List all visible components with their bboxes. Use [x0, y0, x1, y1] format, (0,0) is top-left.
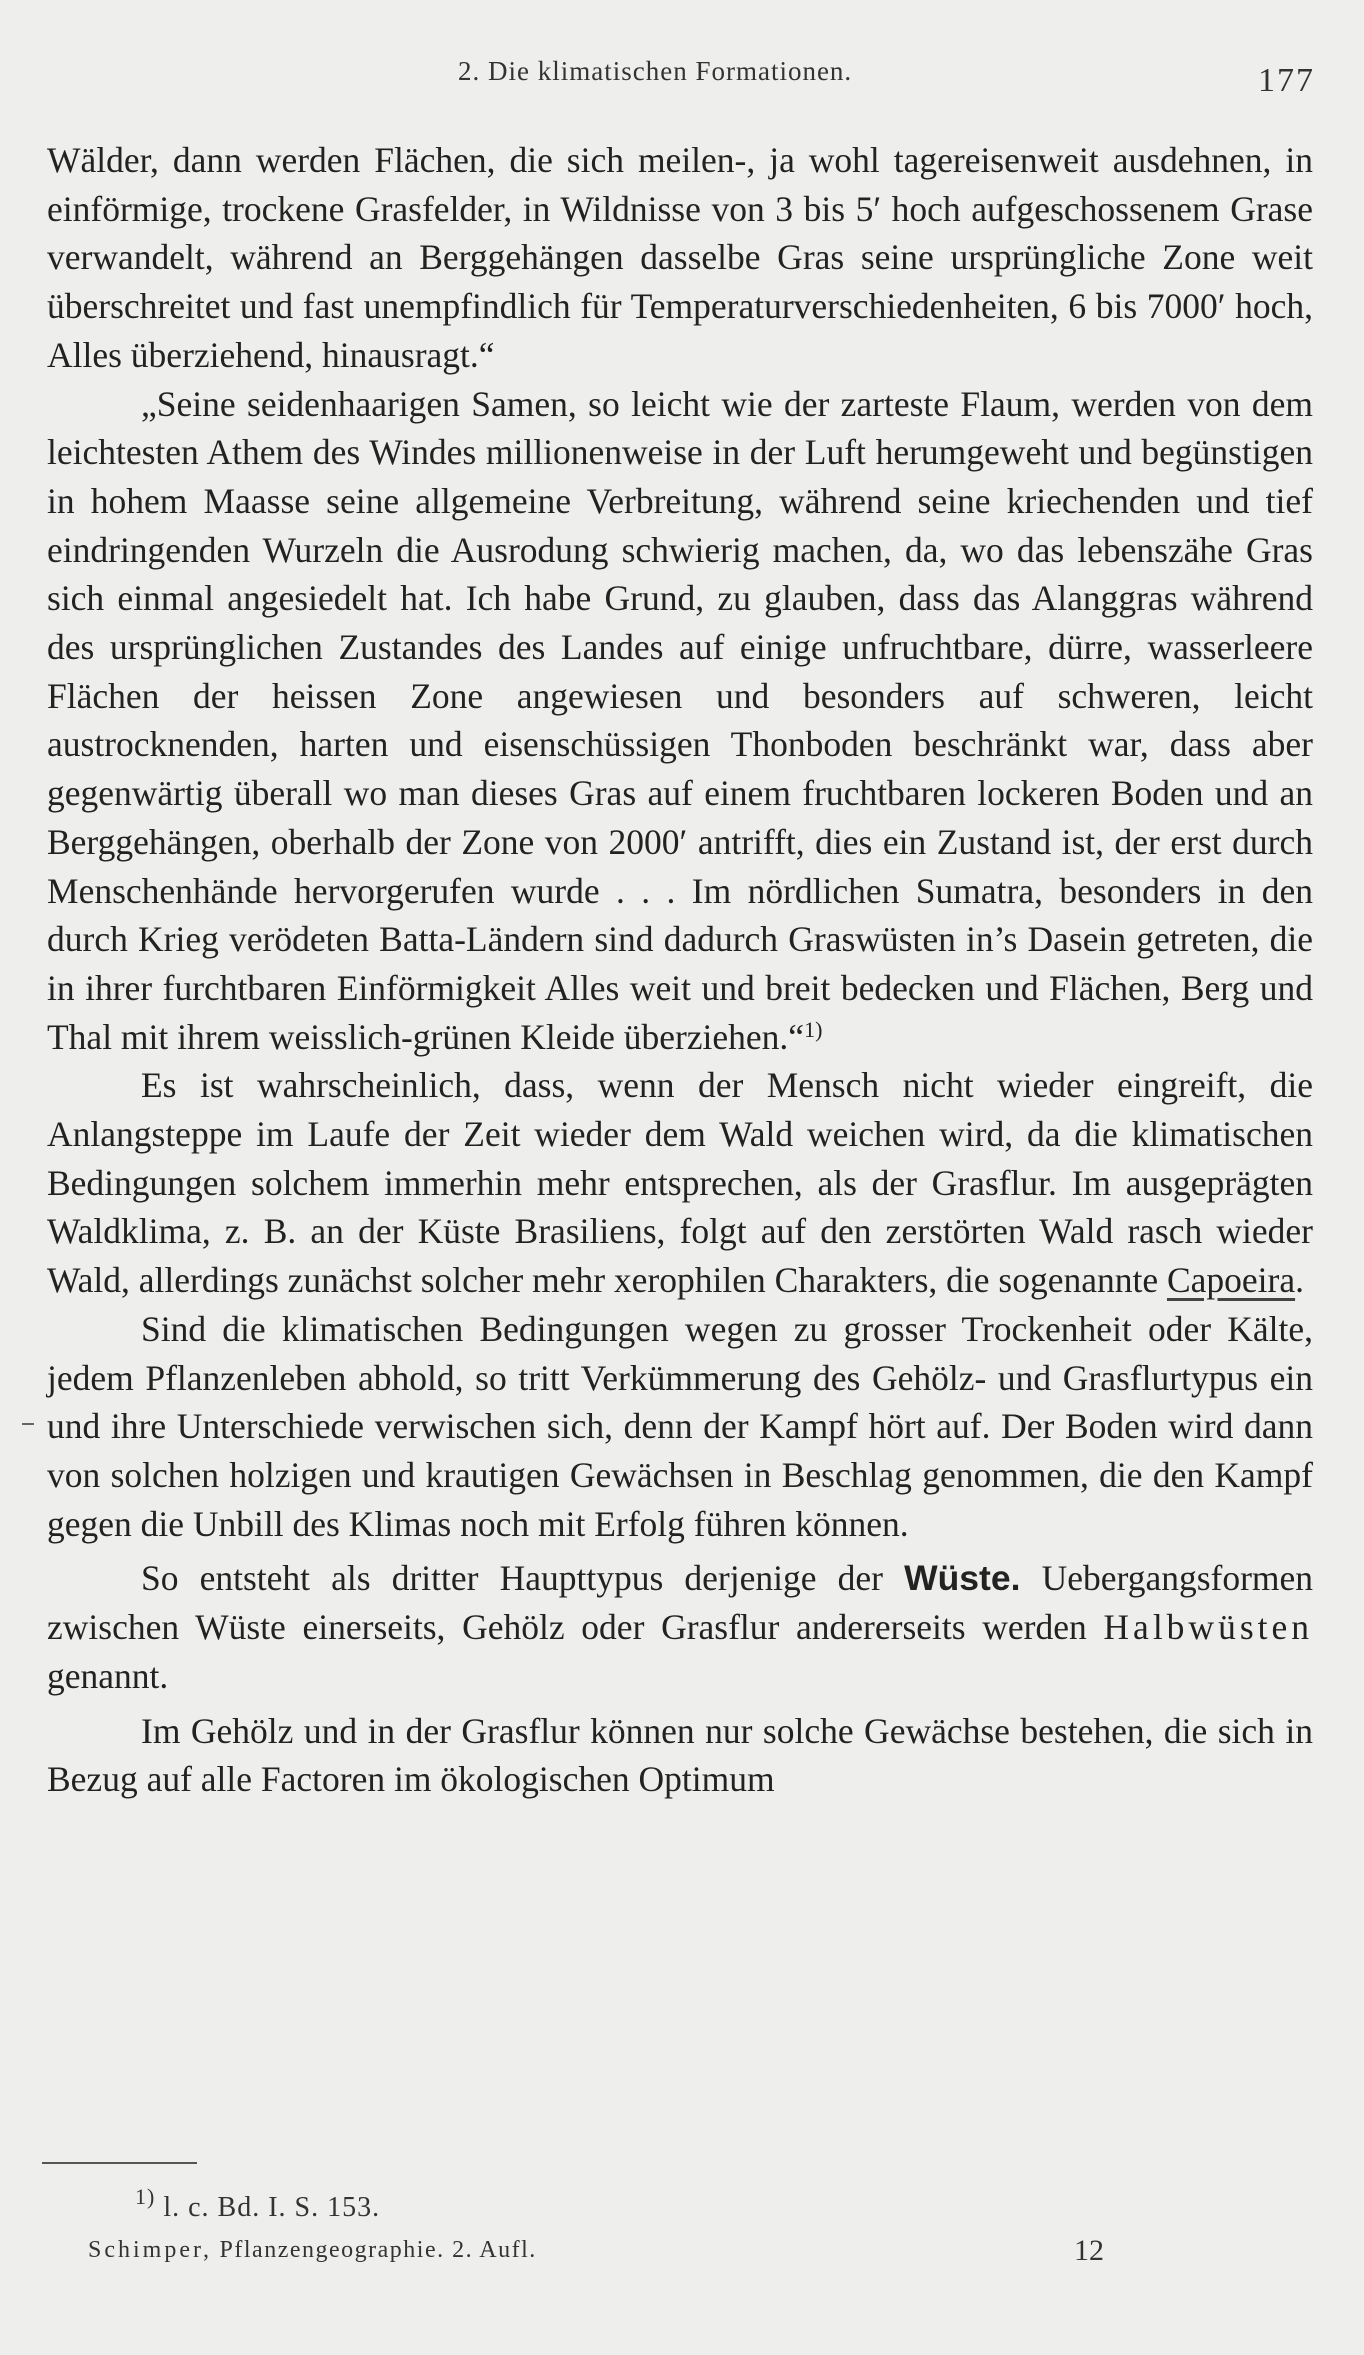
paragraph-6: Im Gehölz und in der Grasflur können nur solche Gewächse bestehen, die sich in Bezug auf alle Factoren im ökologischen Optimum — [47, 1710, 1313, 1800]
paragraph-1: Wälder, dann werden Flächen, die sich meilen-, ja wohl tagereisenweit ausdehnen, in einförmige, trockene Grasfelder, in Wildnisse von 3 bis 5′ hoch aufgeschossenem Grase verwandelt, während an Berggehängen dasselbe Gras seine ursprüngliche Zone weit überschreitet und fast unempfindlich für Temperaturverschiedenheiten, 6 bis 7000′ hoch, Alles überziehend, hinausragt.“ — [47, 140, 1313, 375]
sheet-number: 12 — [1074, 2234, 1104, 2267]
footnote — [135, 2184, 381, 2224]
paragraph-3-text: Es ist wahrscheinlich, dass, wenn der Mensch nicht wieder eingreift, die Anlangsteppe im Laufe der Zeit wieder dem Wald weichen wird, da die klimatischen Bedingungen solchem immerhin mehr entsprechen, als der Grasflur. Im ausgeprägten Waldklima, z. B. an der Küste Brasiliens, folgt auf den zerstörten Wald rasch wieder Wald, allerdings zunächst solcher mehr xerophilen Charakters, die sogenannte — [47, 1065, 1313, 1301]
paragraph-5-text-a: So entsteht als dritter Haupttypus derjenige der — [141, 1558, 883, 1599]
page-number: 177 — [1258, 62, 1315, 99]
footnote-marker: 1) — [135, 2184, 156, 2209]
running-head-title: 2. Die klimatischen Formationen. — [458, 56, 853, 86]
paragraph-5-text-b: Uebergangsformen zwischen Wüste einerseits, Gehölz oder Grasflur andererseits werden — [47, 1558, 1314, 1648]
paragraph-3 — [47, 1061, 1313, 1305]
halbwuesten-term: Halbwüsten — [1103, 1607, 1314, 1648]
wueste-term: Wüste. — [904, 1558, 1021, 1599]
capoeira-term: Capoeira — [1166, 1260, 1296, 1301]
printer-signature — [88, 2237, 537, 2264]
paragraph-5 — [47, 1554, 1313, 1700]
running-head — [0, 52, 1364, 102]
paragraph-3-tail: . — [1295, 1260, 1304, 1301]
paragraph-2 — [47, 380, 1313, 1062]
footnote-divider — [42, 2162, 197, 2164]
paragraph-5-text-c: genannt. — [47, 1655, 169, 1696]
paragraph-2-text: „Seine seidenhaarigen Samen, so leicht wie der zarteste Flaum, werden von dem leichtesten Athem des Windes millionenweise in der Luft herumgeweht und begünstigen in hohem Maasse seine allgemeine Verbreitung, während seine kriechenden und tief eindringenden Wurzeln die Ausrodung schwierig machen, da, wo das lebenszähe Gras sich einmal angesiedelt hat. Ich habe Grund, zu glauben, dass das Alanggras während des ursprünglichen Zustandes des Landes auf einige unfruchtbare, dürre, wasserleere Flächen der heissen Zone angewiesen und besonders auf schweren, leicht austrocknenden, harten und eisenschüssigen Thonboden beschränkt war, dass aber gegenwärtig überall wo man dieses Gras auf einem fruchtbaren lockeren Boden und an Berggehängen, oberhalb der Zone von 2000′ antrifft, dies ein Zustand ist, der erst durch Menschenhände hervorgerufen wurde . . . Im nördlichen Sumatra, besonders in den durch Krieg verödeten Batta-Ländern sind dadurch Graswüsten in’s Dasein getreten, die in ihrer furchtbaren Einförmigkeit Alles weit und breit bedecken und Flächen, Berg und Thal mit ihrem weisslich-grünen Kleide überziehen.“ — [47, 383, 1313, 1057]
signature-author: Schimper, — [88, 2237, 213, 2263]
footnote-text: l. c. Bd. I. S. 153. — [163, 2192, 381, 2223]
body-text — [47, 136, 1313, 1804]
paragraph-4: Sind die klimatischen Bedingungen wegen zu grosser Trockenheit oder Kälte, jedem Pflanzenleben abhold, so tritt Verkümmerung des Gehölz- und Grasflurtypus ein und ihre Unterschiede verwischen sich, denn der Kampf hört auf. Der Boden wird dann von solchen holzigen und krautigen Gewächsen in Beschlag genommen, die den Kampf gegen die Unbill des Klimas noch mit Erfolg führen können. — [47, 1308, 1313, 1544]
signature-work: Pflanzengeographie. 2. Aufl. — [219, 2237, 537, 2263]
margin-mark — [22, 1423, 34, 1425]
footnote-reference[interactable]: 1) — [804, 1016, 823, 1042]
